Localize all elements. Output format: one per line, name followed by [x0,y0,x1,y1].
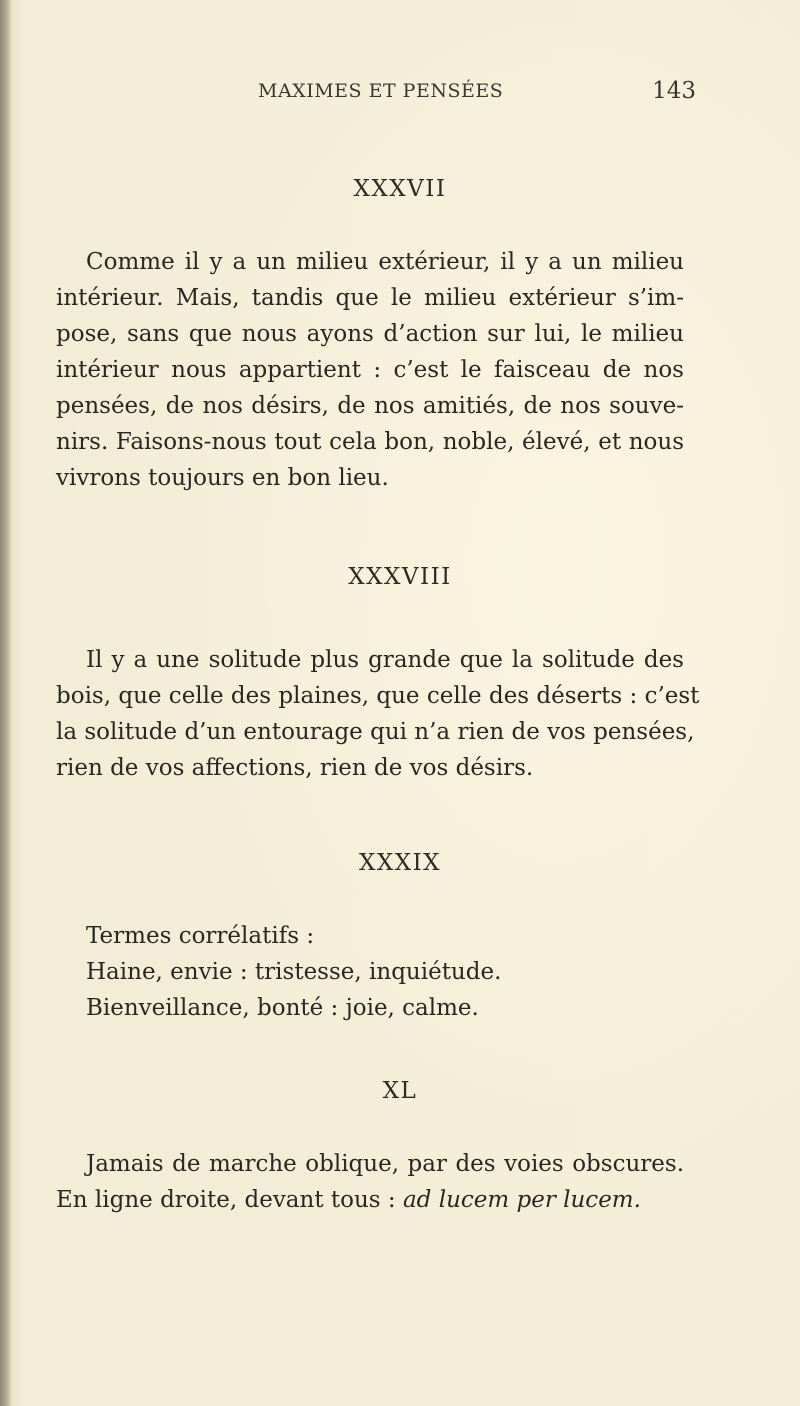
section-xxxviii-paragraph [56,642,700,786]
text-line: intérieur. Mais, tandis que le milieu extérieur s’im- [56,285,684,311]
page-binding-edge [0,0,12,1406]
text-line: rien de vos affections, rien de vos désirs. [56,755,534,781]
section-heading-xxxviii: XXXVIII [348,564,452,590]
text-line: Bienveillance, bonté : joie, calme. [86,995,479,1021]
text-line [56,1182,684,1218]
section-xl-paragraph [56,1146,684,1218]
running-title: MAXIMES ET PENSÉES [258,80,504,102]
section-heading-xxxvii: XXXVII [353,176,447,202]
text-segment: En ligne droite, devant tous : [56,1187,403,1213]
latin-motto: ad lucem per lucem. [402,1187,641,1213]
section-xxxvii-paragraph [56,244,684,496]
section-heading-xl: XL [382,1078,418,1104]
text-line: Haine, envie : tristesse, inquiétude. [86,959,502,985]
text-line: nirs. Faisons-nous tout cela bon, noble, élevé, et nous [56,429,684,455]
text-line: Jamais de marche oblique, par des voies obscures. [86,1151,684,1177]
section-xxxix-paragraph [56,918,684,1026]
text-line: Termes corrélatifs : [86,923,315,949]
text-line: intérieur nous appartient : c’est le faisceau de nos [56,357,684,383]
text-line: vivrons toujours en bon lieu. [56,465,389,491]
text-line: Il y a une solitude plus grande que la solitude des [86,647,684,673]
text-line: pensées, de nos désirs, de nos amitiés, de nos souve- [56,393,684,419]
text-line: bois, que celle des plaines, que celle des déserts : c’est [56,683,700,709]
text-line: Comme il y a un milieu extérieur, il y a un milieu [86,249,684,275]
text-line: pose, sans que nous ayons d’action sur lui, le milieu [56,321,684,347]
text-line: la solitude d’un entourage qui n’a rien de vos pensées, [56,719,695,745]
page-header [258,80,696,112]
page-number: 143 [652,78,696,104]
section-heading-xxxix: XXXIX [358,850,442,876]
